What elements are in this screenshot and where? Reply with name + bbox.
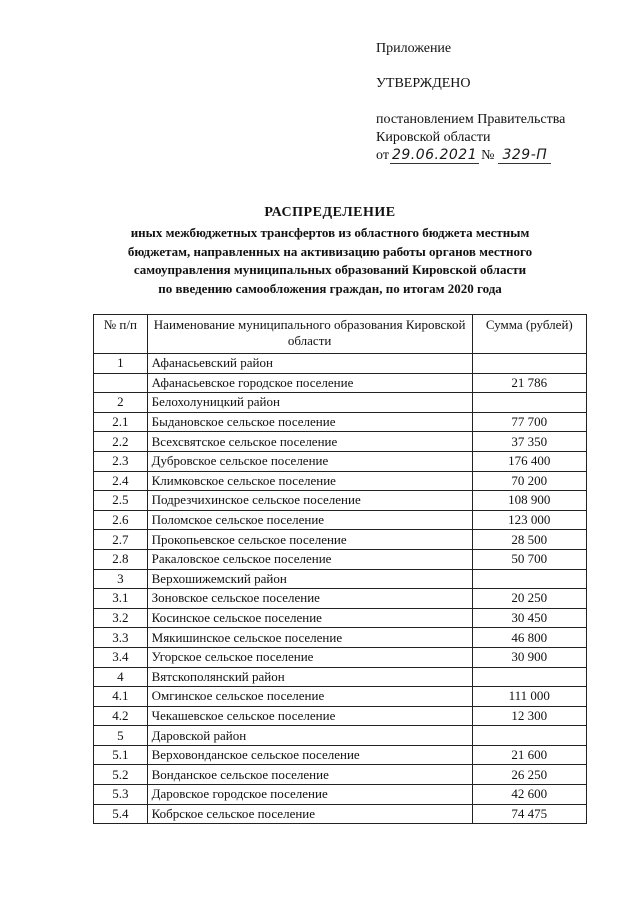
decree-date-number	[376, 147, 626, 165]
table-row	[94, 432, 587, 452]
table-row	[94, 412, 587, 432]
table-row	[94, 569, 587, 589]
row-num: 5.2	[94, 765, 148, 785]
row-num: 3.1	[94, 589, 148, 609]
table-row	[94, 785, 587, 805]
row-sum: 12 300	[472, 706, 586, 726]
row-num: 2.1	[94, 412, 148, 432]
row-name: Верховонданское сельское поселение	[147, 745, 472, 765]
row-num: 3.4	[94, 647, 148, 667]
document-title: РАСПРЕДЕЛЕНИЕ	[264, 205, 396, 220]
document-subtitle	[90, 224, 570, 298]
row-name: Афанасьевский район	[147, 354, 472, 374]
row-sum: 20 250	[472, 589, 586, 609]
table-row	[94, 354, 587, 374]
row-sum: 21 600	[472, 745, 586, 765]
row-name: Верхошижемский район	[147, 569, 472, 589]
row-name: Угорское сельское поселение	[147, 647, 472, 667]
row-num	[94, 373, 148, 393]
row-name: Чекашевское сельское поселение	[147, 706, 472, 726]
row-num: 3	[94, 569, 148, 589]
row-name: Всехсвятское сельское поселение	[147, 432, 472, 452]
table-row	[94, 373, 587, 393]
decree-line-2: Кировской области	[376, 130, 491, 145]
from-prefix: от	[376, 148, 389, 163]
appendix-label: Приложение	[376, 41, 452, 56]
table-row	[94, 530, 587, 550]
table-row	[94, 647, 587, 667]
row-name: Даровское городское поселение	[147, 785, 472, 805]
row-sum: 70 200	[472, 471, 586, 491]
row-name: Климковское сельское поселение	[147, 471, 472, 491]
header-sum: Сумма (рублей)	[472, 315, 586, 354]
subtitle-line: самоуправления муниципальных образований Кировской области	[133, 262, 527, 277]
row-name: Зоновское сельское поселение	[147, 589, 472, 609]
row-name: Поломское сельское поселение	[147, 510, 472, 530]
row-sum	[472, 393, 586, 413]
table-row	[94, 687, 587, 707]
subtitle-line: иных межбюджетных трансфертов из областного бюджета местным	[130, 225, 530, 240]
table-row	[94, 510, 587, 530]
row-sum: 28 500	[472, 530, 586, 550]
row-name: Вятскополянский район	[147, 667, 472, 687]
row-name: Афанасьевское городское поселение	[147, 373, 472, 393]
row-num: 1	[94, 354, 148, 374]
row-num: 4.2	[94, 706, 148, 726]
row-name: Дубровское сельское поселение	[147, 451, 472, 471]
row-sum: 30 450	[472, 608, 586, 628]
row-num: 4.1	[94, 687, 148, 707]
row-sum: 50 700	[472, 549, 586, 569]
row-num: 2.2	[94, 432, 148, 452]
approved-label: УТВЕРЖДЕНО	[376, 76, 471, 91]
table-row	[94, 608, 587, 628]
table-row	[94, 745, 587, 765]
table-row	[94, 628, 587, 648]
table-header-row	[94, 315, 587, 354]
row-name: Мякишинское сельское поселение	[147, 628, 472, 648]
table-row	[94, 491, 587, 511]
row-num: 3.2	[94, 608, 148, 628]
subtitle-line: по введению самообложения граждан, по итогам 2020 года	[158, 280, 502, 296]
row-num: 4	[94, 667, 148, 687]
subtitle-line: бюджетам, направленных на активизацию работы органов местного	[127, 243, 533, 259]
table-row	[94, 804, 587, 824]
row-name: Омгинское сельское поселение	[147, 687, 472, 707]
row-num: 5.4	[94, 804, 148, 824]
table-row	[94, 726, 587, 746]
handwritten-number: 329-П	[498, 147, 551, 164]
row-sum: 77 700	[472, 412, 586, 432]
row-name: Ракаловское сельское поселение	[147, 549, 472, 569]
row-num: 5.1	[94, 745, 148, 765]
row-num: 2.8	[94, 549, 148, 569]
handwritten-date: 29.06.2021	[391, 147, 478, 163]
row-name: Прокопьевское сельское поселение	[147, 530, 472, 550]
row-sum	[472, 354, 586, 374]
row-sum: 26 250	[472, 765, 586, 785]
row-name: Белохолуницкий район	[147, 393, 472, 413]
row-name: Даровской район	[147, 726, 472, 746]
row-sum: 37 350	[472, 432, 586, 452]
row-name: Подрезчихинское сельское поселение	[147, 491, 472, 511]
table-row	[94, 451, 587, 471]
row-name: Косинское сельское поселение	[147, 608, 472, 628]
table-row	[94, 589, 587, 609]
row-name: Кобрское сельское поселение	[147, 804, 472, 824]
row-sum	[472, 726, 586, 746]
row-sum: 123 000	[472, 510, 586, 530]
row-sum: 46 800	[472, 628, 586, 648]
row-sum	[472, 569, 586, 589]
row-name: Быдановское сельское поселение	[147, 412, 472, 432]
row-sum: 108 900	[472, 491, 586, 511]
row-sum: 111 000	[472, 687, 586, 707]
row-num: 2.7	[94, 530, 148, 550]
row-name: Вонданское сельское поселение	[147, 765, 472, 785]
row-sum: 21 786	[472, 373, 586, 393]
row-num: 3.3	[94, 628, 148, 648]
table-row	[94, 393, 587, 413]
table-row	[94, 765, 587, 785]
header-name: Наименование муниципального образования Кировской области	[147, 315, 472, 354]
row-num: 2.4	[94, 471, 148, 491]
table-row	[94, 706, 587, 726]
row-sum	[472, 667, 586, 687]
distribution-table	[93, 314, 587, 824]
row-num: 2.3	[94, 451, 148, 471]
row-num: 5.3	[94, 785, 148, 805]
table-row	[94, 667, 587, 687]
row-num: 2.5	[94, 491, 148, 511]
row-num: 2	[94, 393, 148, 413]
row-sum: 30 900	[472, 647, 586, 667]
row-num: 2.6	[94, 510, 148, 530]
table-row	[94, 471, 587, 491]
decree-line-1: постановлением Правительства	[376, 112, 566, 127]
number-sign: №	[481, 148, 495, 163]
row-sum: 176 400	[472, 451, 586, 471]
table-row	[94, 549, 587, 569]
header-num: № п/п	[94, 315, 148, 354]
row-sum: 42 600	[472, 785, 586, 805]
row-num: 5	[94, 726, 148, 746]
approval-block	[376, 40, 626, 165]
row-sum: 74 475	[472, 804, 586, 824]
